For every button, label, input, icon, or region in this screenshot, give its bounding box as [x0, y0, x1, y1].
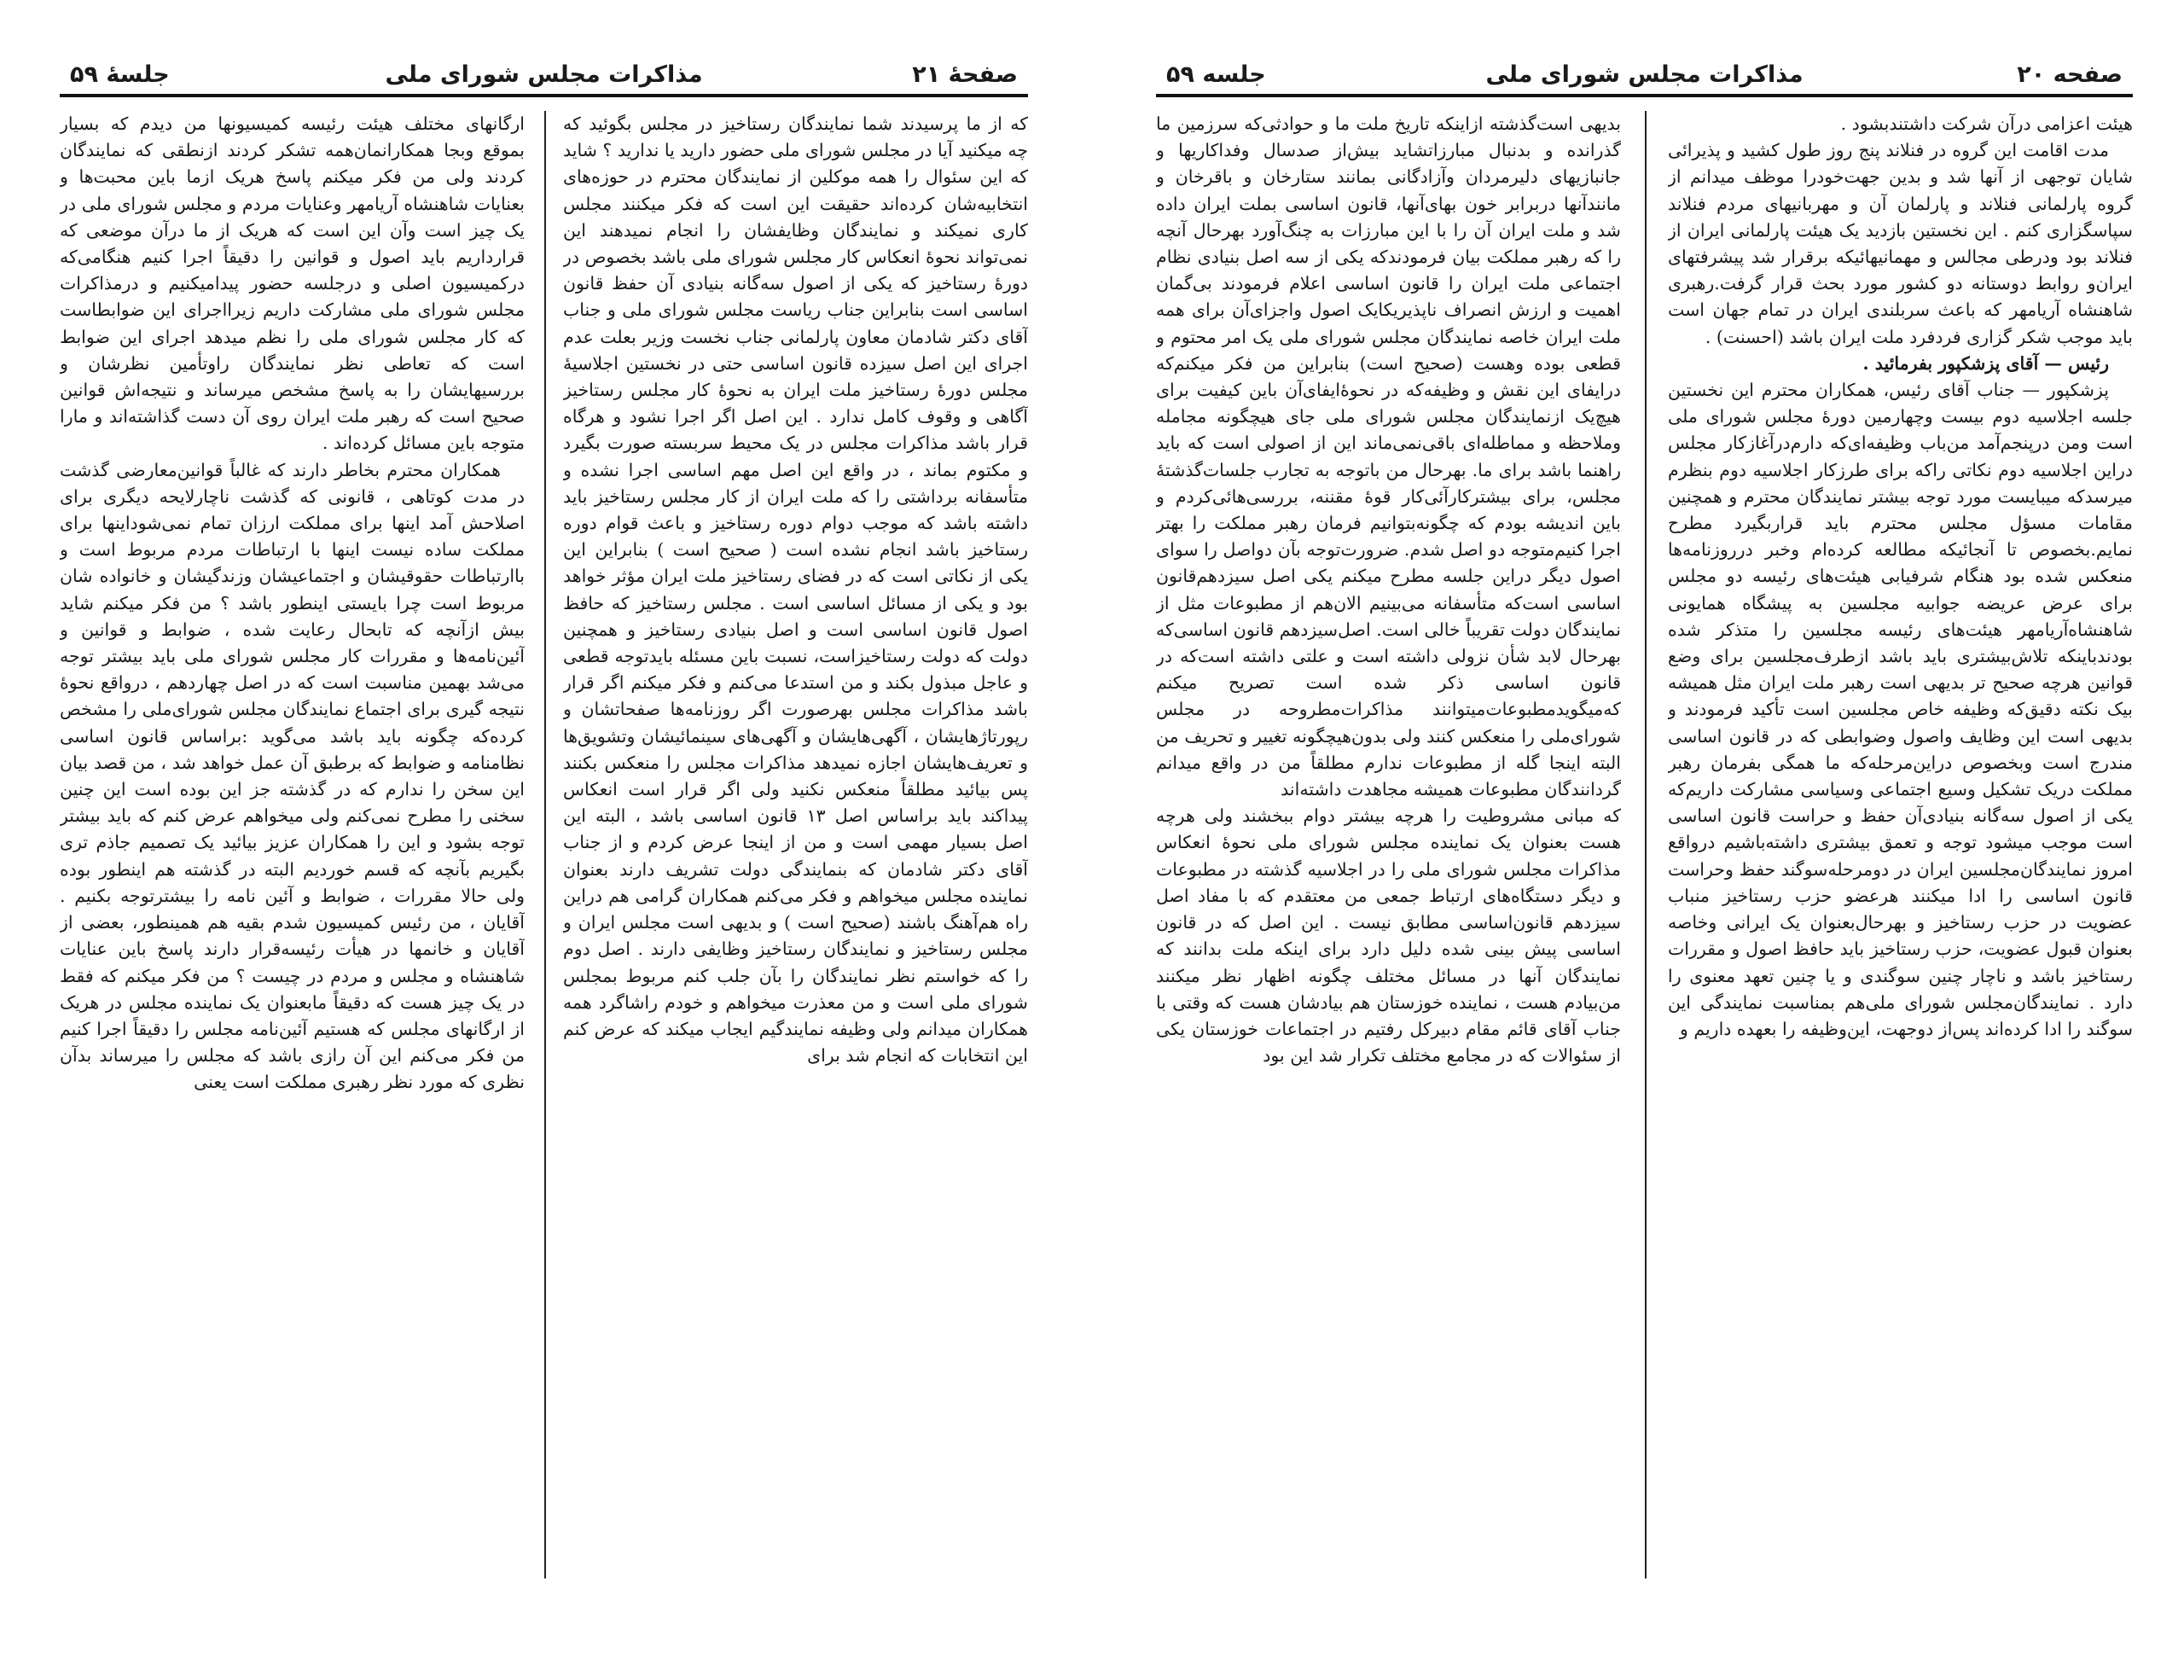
- speaker-line: رئیس — آقای پزشکپور بفرمائید .: [1862, 352, 2109, 374]
- right-page-running-title: مذاکرات مجلس شورای ملی: [1485, 61, 1804, 88]
- left-page: [60, 60, 1028, 1578]
- paragraph: هیئت اعزامی درآن شرکت داشتندبشود .: [1840, 113, 2133, 134]
- left-page-running-title: مذاکرات مجلس شورای ملی: [385, 61, 703, 88]
- header-rule: [1156, 94, 2133, 97]
- right-page-right-column: [1668, 111, 2133, 1578]
- right-page-left-column: [1156, 111, 1621, 1578]
- paragraph: مدت اقامت این گروه در فنلاند پنج روز طول کشید و پذیرائی شایان توجهی از آنها شد و بدین جهت‌خودرا موظف میدانم از گروه پارلمانی فنلاند و پارلمان آن و مهربانیهای مردم فنلاند سپاسگزاری کنم . این نخستین بازدید یک هیئت پارلمانی ایران از فنلاند بود ودرطی مجالس و مهمانیهائیکه برقرار شد پیشرفتهای ایران‌و روابط دوستانه دو کشور مورد بحث قرار گرفت.رهبری شاهنشاه آریامهر که باعث سربلندی ایران در تمام جهان است باید موجب شکر گزاری فردفرد ملت ایران باشد (احسنت) .: [1668, 140, 2133, 347]
- paragraph: ارگانهای مختلف هیئت رئیسه کمیسیونها من دیدم که بسیار بموقع وبجا همکارانمان‌همه تشکر کردند ازنطقی که نمایندگان کردند ولی من فکر میکنم پاسخ هریک ازما باین محبت‌ها و بعنایات شاهنشاه آریامهر وعنایات مردم و مجلس شورای ملی در یک چیز است وآن این است که هریک از ما درآن موضعی که قرارداریم باید اصول و قوانین را دقیقاً اجرا کنیم هنگامی‌که درکمیسیون اصلی و درجلسه حضور پیدامیکنیم و درمذاکرات مجلس شورای ملی مشارکت داریم زیرااجرای این ضوابطاست که کار مجلس شورای ملی را نظم میدهد اجرای این ضوابط است که تعاطی نظر نمایندگان راوتأمین نظرشان و بررسیهایشان را به پاسخ مشخص میرساند و نتیجه‌اش قوانین صحیح است که رهبر ملت ایران روی آن دست گذاشته‌اند و مارا متوجه باین مسائل کرده‌اند .: [60, 113, 525, 454]
- header-rule: [60, 94, 1028, 97]
- column-divider: [544, 111, 546, 1578]
- left-page-header: [60, 60, 1028, 101]
- left-page-left-column: [60, 111, 525, 1578]
- paragraph: که از ما پرسیدند شما نمایندگان رستاخیز در مجلس بگوئید که چه میکنید آیا در مجلس شورای ملی حضور دارید یا ندارید ؟ شاید که این سئوال را همه موکلین از نمایندگان محترم در حوزه‌های انتخابیه‌شان کرده‌اند حقیقت این است که فکر میکنند مجلس کاری نمیکند و نمایندگان وظایفشان را انجام نمیدهند این نمی‌تواند نحوهٔ انعکاس کار مجلس شورای ملی باشد بخصوص در دورهٔ رستاخیز که یکی از اصول سه‌گانه بنیادی آن حفظ قانون اساسی است بنابراین جناب ریاست مجلس شورای ملی و جناب آقای دکتر شادمان معاون پارلمانی جناب نخست وزیر بعلت عدم اجرای این اصل سیزده قانون اساسی حتی در نخستین اجلاسیهٔ مجلس دورهٔ رستاخیز ملت ایران به نحوهٔ کار مجلس رستاخیز آگاهی و وقوف کامل ندارد . این اصل اگر اجرا نشود و هرگاه قرار باشد مذاکرات مجلس در یک محیط سربسته صورت بگیرد و مکتوم بماند ، در واقع این اصل مهم اساسی اجرا نشده و متأسفانه برداشتی را که ملت ایران از کار مجلس رستاخیز باید داشته باشد که موجب دوام دوره رستاخیز و باعث قوام دوره رستاخیز باشد انجام نشده است ( صحیح است ) بنابراین این یکی از نکاتی است که در فضای رستاخیز ملت ایران مؤثر خواهد بود و یکی از مسائل اساسی است . مجلس رستاخیز که حافظ اصول قانون اساسی است و اصل بنیادی رستاخیز و همچنین دولت که دولت رستاخیزاست، نسبت باین مسئله بایدتوجه قطعی و عاجل مبذول بکند و من استدعا می‌کنم و فکر میکنم اگر قرار باشد مذاکرات مجلس بهرصورت اگر روزنامه‌ها صفحاتشان و رپورتاژهایشان ، آگهی‌هایشان و آگهی‌های سینمائیشان وتشویق‌ها و تعریف‌هایشان اجازه نمیدهد مذاکرات مجلس را منعکس بکنند پس بیائید مطلقاً منعکس نکنید ولی اگر قرار است انعکاس پیداکند باید براساس اصل ۱۳ قانون اساسی باشد ، البته این اصل بسیار مهمی است و من از اینجا عرض کردم و از جناب آقای دکتر شادمان که بنمایندگی دولت تشریف دارند بعنوان نماینده مجلس میخواهم و فکر می‌کنم همکاران گرامی هم دراین راه هم‌آهنگ باشند (صحیح است ) و بدیهی است مجلس ایران و مجلس رستاخیز و نمایندگان رستاخیز وظایفی دارند . اصل دوم را که خواستم نظر نمایندگان را بآن جلب کنم مربوط بمجلس شورای ملی است و من معذرت میخواهم و خودم راشاگرد همه همکاران میدانم ولی وظیفه نمایندگیم ایجاب میکند که عرض کنم این انتخابات که انجام شد برای: [563, 113, 1028, 1067]
- column-divider: [1645, 111, 1647, 1578]
- paragraph: همکاران محترم بخاطر دارند که غالباً قوانین‌معارضی گذشت در مدت کوتاهی ، قانونی که گذشت ناچارلایحه دیگری برای اصلاحش آمد اینها برای مملکت ارزان تمام نمی‌شوداینها برای مملکت ساده نیست اینها با ارتباطات مردم مربوط است و باارتباطات حقوقیشان و اجتماعیشان وزندگیشان و خانواده شان مربوط است چرا بایستی اینطور باشد ؟ من فکر میکنم شاید بیش ازآنچه که تابحال رعایت شده ، ضوابط و قوانین و آئین‌نامه‌ها و مقررات کار مجلس شورای ملی باید بیشتر توجه می‌شد بهمین مناسبت است که در اصل چهاردهم ، درواقع نحوهٔ نتیجه گیری برای اجتماع نمایندگان مجلس شورای‌ملی را مشخص کرده‌که چگونه باید باشد می‌گوید :براساس قانون اساسی نظامنامه و ضوابط که برطبق آن عمل خواهد شد ، من قصد بیان این سخن را ندارم که در گذشته جز این بوده است این چنین سخنی را مطرح نمی‌کنم ولی میخواهم عرض کنم که باید بیشتر توجه بشود و این را همکاران عزیز بیائید یک تصمیم جاذم تری بگیریم بآنچه که قسم خوردیم البته در گذشته هم اینطور بوده ولی حالا مقررات ، ضوابط و آئین نامه را بیشترتوجه بکنیم . آقایان ، من رئیس کمیسیون شدم بقیه هم همینطور، بعضی از آقایان و خانمها در هیأت رئیسه‌قرار دارند پاسخ باین عنایات شاهنشاه و مجلس و مردم در چیست ؟ من فکر میکنم که فقط در یک چیز هست که دقیقاً مابعنوان یک نماینده مجلس در هریک از ارگانهای مجلس که هستیم آئین‌نامه مجلس را دقیقاً اجرا کنیم من فکر می‌کنم این آن رازی باشد که مجلس را میرساند بدآن نظری که مورد نظر رهبری مملکت است یعنی: [60, 459, 525, 1093]
- left-page-right-column: [563, 111, 1028, 1578]
- right-page-session: جلسه ۵۹: [1166, 61, 1266, 88]
- paragraph: بدیهی است‌گذشته ازاینکه تاریخ ملت ما و حوادثی‌که سرزمین ما گذرانده و بدنبال مبارزاتشاید بیش‌از صدسال وفداکاریها و جانبازیهای دلیرمردان وآزادگانی بمانند ستارخان و باقرخان و مانندآنها دربرابر خون بهای‌آنها، قانون اساسی بملت ایران داده شد و ملت ایران آن را با این مبارزات به چنگ‌آورد بهرحال آنچه را که رهبر مملکت بیان فرمودندکه یکی از سه اصل بنیادی نظام اجتماعی ملت ایران را قانون اساسی اعلام فرمودند بی‌گمان اهمیت و ارزش انصراف ناپذیریکایک اصول واجزای‌آن برای همه ملت ایران خاصه نمایندگان مجلس شورای ملی یک امر محتوم و قطعی بوده وهست (صحیح است) بنابراین من فکر میکنم‌که درایفای این نقش و وظیفه‌که در نحوهٔ‌ایفای‌آن باین کیفیت برای هیچ‌یک ازنمایندگان مجلس شورای ملی جای هیچگونه مجامله وملاحظه و مماطله‌ای باقی‌نمی‌ماند این از اصولی است که باید راهنما باشد برای ما. بهرحال من باتوجه به تجارب جلسات‌گذشتهٔ مجلس، برای بیشترکارآئی‌کار قوهٔ مقننه، بررسی‌هائی‌کردم و باین اندیشه بودم که چگونه‌بتوانیم فرمان رهبر مملکت را بهتر اجرا کنیم‌متوجه دو اصل شدم. ضرورت‌توجه بآن دواصل را سوای اصول دیگر دراین جلسه مطرح میکنم یکی اصل سیزدهم‌قانون اساسی است‌که متأسفانه می‌بینیم الان‌هم از مطبوعات مثل از نمایندگان دولت تقریباً خالی است. اصل‌سیزدهم قانون اساسی‌که بهرحال لابد شأن نزولی داشته است و علتی داشته است‌که در قانون اساسی ذکر شده است تصریح میکنم که‌میگوید‌مطبوعات‌میتوانند مذاکرات‌مطروحه در مجلس شورای‌ملی را منعکس کنند ولی بدون‌هیچگونه تغییر و تحریف من البته اینجا گله از مطبوعات ندارم مطلقاً من در واقع میدانم گردانندگان مطبوعات همیشه مجاهدت داشته‌اند: [1156, 113, 1621, 800]
- left-page-number: صفحهٔ ۲۱: [912, 61, 1018, 88]
- right-page: [1156, 60, 2133, 1578]
- right-page-header: [1156, 60, 2133, 101]
- paragraph: که مبانی مشروطیت را هرچه بیشتر دوام ببخشند ولی هرچه هست بعنوان یک نماینده مجلس شورای ملی نحوهٔ انعکاس مذاکرات مجلس شورای ملی را در اجلاسیه گذشته در مطبوعات و دیگر دستگاه‌های ارتباط جمعی من معتقدم که با مفاد اصل سیزدهم قانون‌اساسی مطابق نیست . این اصل که در قانون اساسی پیش بینی شده دلیل دارد برای اینکه ملت بدانند که نمایندگان آنها در مسائل مختلف چگونه اظهار نظر میکنند من‌بیادم هست ، نماینده خوزستان هم بیادشان هست که وقتی با جناب آقای قائم مقام دبیرکل رفتیم در اجتماعات خوزستان یکی از سئوالات که در مجامع مختلف تکرار شد این بود: [1156, 805, 1621, 1067]
- left-page-columns: [60, 111, 1028, 1578]
- right-page-number: صفحه ۲۰: [2017, 61, 2123, 88]
- right-page-columns: [1156, 111, 2133, 1578]
- left-page-session: جلسهٔ ۵۹: [70, 61, 170, 88]
- speech-paragraph: پزشکپور — جناب آقای رئیس، همکاران محترم این نخستین جلسه اجلاسیه دوم بیست وچهارمین دورهٔ مجلس شورای ملی است ومن درپنجم‌آمد من‌باب وظیفه‌ای‌که دارم‌درآغازکار مجلس دراین اجلاسیه دوم نکاتی راکه برای طرزکار اجلاسیه دوم بنظرم میرسدکه میبایست مورد توجه بیشتر نمایندگان محترم و همچنین مقامات مسؤل مجلس محترم باید قراربگیرد مطرح نمایم.بخصوص تا آنجائیکه مطالعه کرده‌ام وخبر درروزنامه‌ها منعکس شده بود هنگام شرفیابی هیئت‌های رئیسه دو مجلس برای عرض عریضه جوابیه مجلسین به پیشگاه همایونی شاهنشاه‌آریامهر هیئت‌های رئیسه مجلسین را متذکر شده بودندباینکه تلاش‌بیشتری باید باشد ازطرف‌مجلسین برای وضع قوانین هرچه صحیح تر بدیهی است رهبر ملت ایران مثل همیشه بیک نکته دقیق‌که وظیفه خاص مجلسین است تأکید فرمودند و بدیهی است این وظایف واصول وضوابطی که در قانون اساسی مندرج است وبخصوص دراین‌مرحله‌که ما همگی بفرمان رهبر مملکت دریک تشکیل وسیع اجتماعی وسیاسی مشارکت داریم‌که یکی از اصول سه‌گانه بنیادی‌آن حفظ و حراست قانون اساسی است موجب میشود توجه و تعمق بیشتری داشته‌باشیم درواقع امروز نمایندگان‌مجلسین ایران در دومرحله‌سوگند حفظ وحراست قانون اساسی را ادا میکنند هرعضو حزب رستاخیز منباب عضویت در حزب رستاخیز و بهرحال‌بعنوان یک ایرانی وخاصه بعنوان قبول عضویت، حزب رستاخیز باید حافظ اصول و مقررات رستاخیز باشد و ناچار چنین سوگندی و یا چنین تعهد معنوی را دارد . نمایندگان‌مجلس شورای ملی‌هم بمناسبت نمایندگی این سوگند را ادا کرده‌اند پس‌از دوجهت، این‌وظیفه را بعهده داریم و: [1668, 380, 2133, 1039]
